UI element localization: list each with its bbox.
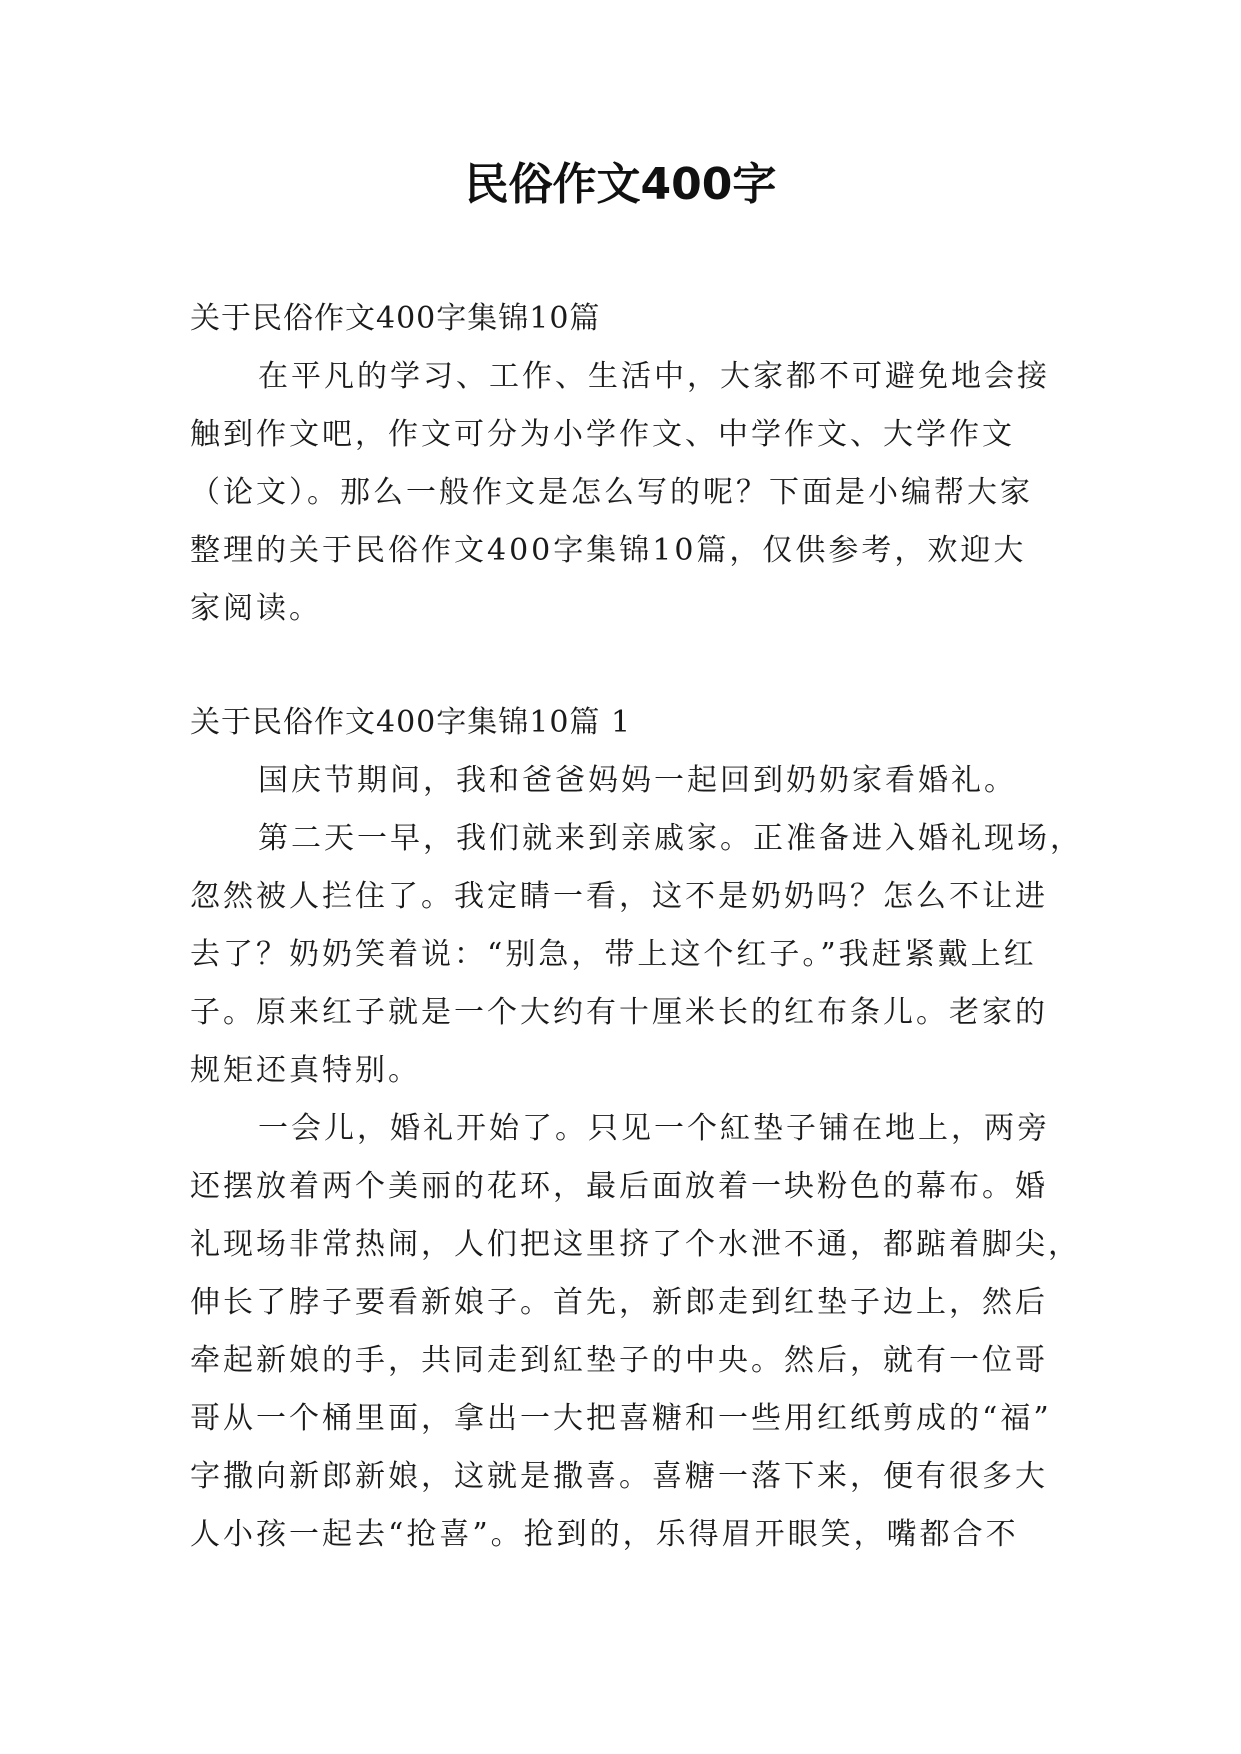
intro-line: 触到作文吧，作文可分为小学作文、中学作文、大学作文	[190, 417, 1015, 452]
document-body	[190, 290, 1083, 1564]
paragraph-line: 牵起新娘的手，共同走到紅垫子的中央。然后，就有一位哥	[190, 1343, 1048, 1378]
paragraph-line: 人小孩一起去“抢喜”。抢到的，乐得眉开眼笑，嘴都合不	[190, 1517, 1019, 1552]
intro-line: 在平凡的学习、工作、生活中，大家都不可避免地会接	[258, 359, 1050, 394]
paragraph-line: 礼现场非常热闹，人们把这里挤了个水泄不通，都踮着脚尖，	[190, 1227, 1081, 1262]
paragraph-line: 还摆放着两个美丽的花环，最后面放着一块粉色的幕布。婚	[190, 1169, 1048, 1204]
intro-heading: 关于民俗作文400字集锦10篇	[190, 301, 601, 336]
paragraph-line: 国庆节期间，我和爸爸妈妈一起回到奶奶家看婚礼。	[258, 763, 1017, 798]
paragraph-line: 哥从一个桶里面，拿出一大把喜糖和一些用红纸剪成的“福”	[190, 1401, 1052, 1436]
intro-line: 家阅读。	[190, 591, 322, 626]
paragraph-line: 规矩还真特别。	[190, 1053, 421, 1088]
paragraph-line: 去了？奶奶笑着说：“别急，带上这个红子。”我赶紧戴上红	[190, 937, 1037, 972]
paragraph-line: 一会儿，婚礼开始了。只见一个紅垫子铺在地上，两旁	[258, 1111, 1050, 1146]
intro-line: （论文）。那么一般作文是怎么写的呢？下面是小编帮大家	[190, 475, 1033, 510]
paragraph-line: 忽然被人拦住了。我定睛一看，这不是奶奶吗？怎么不让进	[190, 879, 1048, 914]
document-title: 民俗作文400字	[464, 159, 777, 210]
paragraph-line: 字撒向新郎新娘，这就是撒喜。喜糖一落下来，便有很多大	[190, 1459, 1048, 1494]
section-heading: 关于民俗作文400字集锦10篇 1	[190, 705, 632, 740]
paragraph-line: 伸长了脖子要看新娘子。首先，新郎走到红垫子边上，然后	[190, 1285, 1048, 1320]
paragraph-line: 子。原来红子就是一个大约有十厘米长的红布条儿。老家的	[190, 995, 1048, 1030]
intro-line: 整理的关于民俗作文400字集锦10篇，仅供参考，欢迎大	[190, 533, 1027, 568]
section-spacer	[190, 638, 1050, 694]
paragraph-line: 第二天一早，我们就来到亲戚家。正准备进入婚礼现场，	[258, 821, 1083, 856]
